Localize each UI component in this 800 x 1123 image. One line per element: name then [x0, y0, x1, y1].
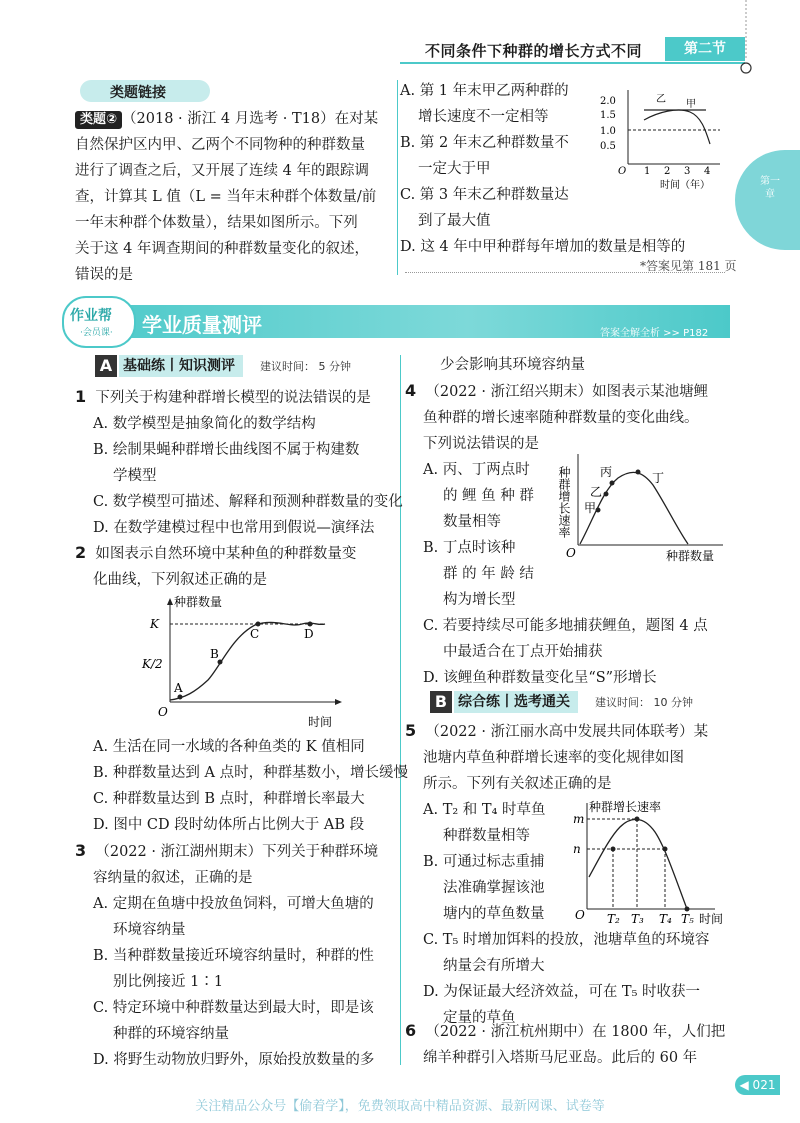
question-3: 3 （2022 · 浙江湖州期末）下列关于种群环境 容纳量的叙述，正确的是 A. 定期在鱼塘中投放鱼饲料，可增大鱼塘的 环境容纳量 B. 当种群数量接近环境容纳量时，种群的性 别比例接近 1∶1 C. 特定环境中种群数量达到最大时，即是该 种群的环境容纳量 D. 将野生动物放归野外，原始投放数量的多 [75, 841, 379, 1068]
svg-text:甲: 甲 [686, 99, 696, 110]
svg-text:种群数量: 种群数量 [666, 549, 715, 563]
svg-text:丁: 丁 [652, 471, 665, 485]
svg-text:O: O [618, 166, 627, 177]
chapter-title: 不同条件下种群的增长方式不同 [425, 42, 643, 60]
svg-text:K/2: K/2 [142, 657, 163, 671]
svg-text:丙: 丙 [600, 465, 613, 479]
question-4: 4 （2022 · 浙江绍兴期末）如图表示某池塘鲤 鱼种群的增长速率随种群数量的变化曲线。 下列说法错误的是 A. 丙、丁两点时 的 鲤 鱼 种 群 数量相等 B. 丁点时该种 群 的 年 龄 结 构为增长型 C. 若要持续尽可能多地捕获鲤鱼，题图 4 点 中最适合在丁点开始捕获 D. 该鲤鱼种群数量变化呈“S”形增长 [405, 381, 709, 686]
svg-text:A: A [174, 681, 183, 695]
svg-text:1: 1 [644, 166, 651, 177]
question-6: 6 （2022 · 浙江杭州期中）在 1800 年，人们把 绵羊种群引入塔斯马尼亚岛。此后的 60 年 [405, 1021, 726, 1066]
section-a-header: A 基础练丨知识测评 建议时间： 5 分钟 [95, 355, 395, 377]
svg-text:C: C [250, 627, 260, 641]
svg-text:4: 4 [704, 166, 711, 177]
question-5: 5 （2022 · 浙江丽水高中发展共同体联考）某 池塘内草鱼种群增长速率的变化规律如图 所示。下列有关叙述正确的是 A. T₂ 和 T₄ 时草鱼 种群数量相等 B. 可通过标志重捕 法准确掌握该池 塘内的草鱼数量 C. T₅ 时增加饵料的投放，池塘草鱼的环境容 纳量会有所增大 D. 为保证最大经济效益，可在 T₅ 时收获一 定量的草鱼 [405, 721, 710, 1026]
page-number: ◀ 021 [735, 1075, 780, 1095]
svg-text:B: B [210, 647, 219, 661]
svg-text:时间: 时间 [308, 715, 333, 729]
svg-text:m: m [573, 812, 585, 826]
similar-question-badge: 类题② [75, 111, 122, 129]
link-question: 类题② （2018 · 浙江 4 月选考 · T18）在对某 自然保护区内甲、乙两个不同物种的种群数量 进行了调查之后，又开展了连续 4 年的跟踪调 查，计算其 L 值（L = 当年末种群个体数量/前 一年末种群个体数量），结果如图所示。下列 关于这 4 年调查期间的种群数量变化的叙述， 错误的是 [75, 111, 379, 283]
fish-population-chart [140, 592, 350, 736]
section-badge: 第二节 [665, 37, 745, 61]
similar-question-label: 类题链接 [110, 85, 166, 101]
link-options: A. 第 1 年末甲乙两种群的 增长速度不一定相等 B. 第 2 年末乙种群数量不 一定大于甲 C. 第 3 年末乙种群数量达 到了最大值 D. 这 4 年中甲种群每年增加的数量是相等的 [400, 83, 686, 255]
svg-text:O: O [575, 908, 585, 922]
svg-text:O: O [566, 546, 576, 560]
chapter-side-label: 第一章 [760, 176, 780, 200]
section-b-header: B 综合练丨选考通关 建议时间： 10 分钟 [430, 691, 730, 713]
question-2: 2 如图表示自然环境中某种鱼的种群数量变 化曲线，下列叙述正确的是 [75, 543, 357, 588]
svg-text:T₂: T₂ [607, 912, 620, 926]
svg-text:1.5: 1.5 [600, 110, 616, 121]
svg-text:n: n [573, 842, 581, 856]
svg-text:种群增长速率: 种群增长速率 [557, 466, 571, 538]
svg-text:种群增长速率: 种群增长速率 [589, 800, 662, 814]
svg-text:甲: 甲 [584, 501, 597, 515]
svg-text:乙: 乙 [656, 94, 666, 105]
svg-text:时间（年）: 时间（年） [660, 180, 710, 191]
footer-promo: 关注精品公众号【偷着学】，免费领取高中精品资源、最新网课、试卷等 [195, 1099, 605, 1114]
svg-text:2.0: 2.0 [600, 96, 616, 107]
svg-text:T₅: T₅ [681, 912, 694, 926]
svg-text:0.5: 0.5 [600, 141, 616, 152]
carp-growth-rate-chart [548, 450, 728, 569]
svg-text:时间: 时间 [699, 912, 724, 926]
svg-text:D: D [304, 627, 314, 641]
svg-text:T₃: T₃ [631, 912, 644, 926]
answer-page-link[interactable]: 答案全解全析 >> P182 [600, 328, 709, 339]
header-divider [400, 62, 745, 64]
similar-question-tag [80, 80, 210, 102]
l-value-chart [598, 82, 728, 196]
svg-text:2: 2 [664, 166, 671, 177]
question-3-option-d-cont: 少会影响其环境容纳量 [440, 357, 585, 373]
svg-text:1.0: 1.0 [600, 126, 616, 137]
question-2-options: A. 生活在同一水域的各种鱼类的 K 值相同 B. 种群数量达到 A 点时，种群基数小，增长缓慢 C. 种群数量达到 B 点时，种群增长率最大 D. 图中 CD 段时幼体所占比例大于 AB 段 [93, 739, 409, 833]
question-1: 1 下列关于构建种群增长模型的说法错误的是 A. 数学模型是抽象简化的数学结构 B. 绘制果蝇种群增长曲线图不属于构建数 学模型 C. 数学模型可描述、解释和预测种群数量的变化 D. 在数学建模过程中也常用到假说—演绎法 [75, 387, 403, 536]
hanging-lamp-icon [740, 0, 752, 80]
svg-text:O: O [158, 705, 168, 719]
svg-text:K: K [150, 617, 159, 631]
svg-text:乙: 乙 [590, 485, 603, 499]
banner-title: 学业质量测评 [142, 313, 262, 337]
answer-reference: *答案见第 181 页 [640, 259, 737, 273]
column-divider-top [397, 80, 398, 275]
svg-text:3: 3 [684, 166, 691, 177]
grass-carp-growth-chart [565, 797, 730, 931]
homework-help-logo: 作业帮 ·会员课· [62, 296, 136, 348]
svg-text:T₄: T₄ [659, 912, 672, 926]
svg-text:种群数量: 种群数量 [174, 595, 223, 609]
